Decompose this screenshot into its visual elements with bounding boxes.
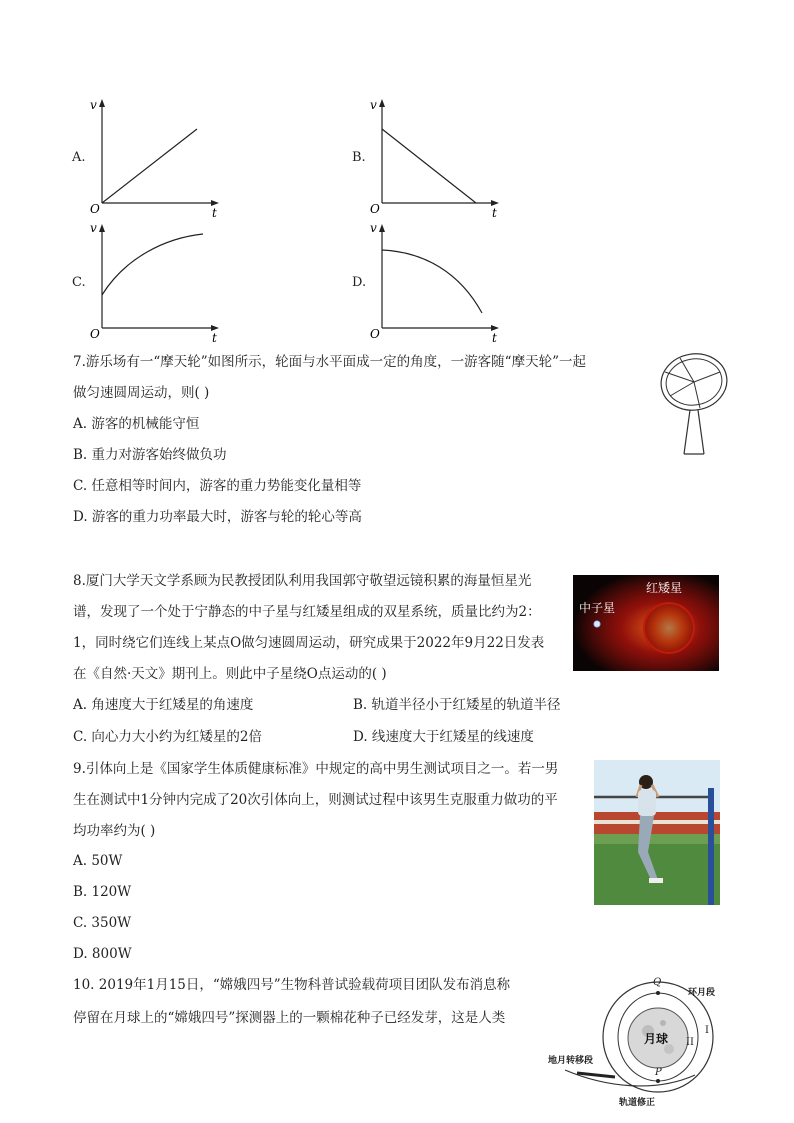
q8-option-b: B. 轨道半径小于红矮星的轨道半径 <box>353 697 561 713</box>
q8-option-c: C. 向心力大小约为红矮星的2倍 <box>73 729 263 745</box>
graph-d-axis-v: v <box>370 221 377 235</box>
graph-option-c-label: C. <box>72 275 86 290</box>
pull-up-photo <box>594 760 720 905</box>
neutron-star-label: 中子星 <box>579 601 616 615</box>
orbit-1-label: I <box>705 1025 709 1036</box>
q9-option-b: B. 120W <box>73 884 132 900</box>
graph-option-d-label: D. <box>352 275 367 290</box>
q9-stem-line1: 9.引体向上是《国家学生体质健康标准》中规定的高中男生测试项目之一。若一男 <box>73 761 559 777</box>
graph-c-curve <box>102 234 203 295</box>
graph-a-axis-t: t <box>212 206 217 220</box>
graph-d-y-arrow <box>379 224 385 232</box>
graph-option-b <box>350 95 510 220</box>
graph-d-origin: O <box>370 327 380 341</box>
q7-option-b: B. 重力对游客始终做负功 <box>73 447 227 463</box>
point-q-label: Q <box>653 977 662 988</box>
graph-c-axis-v: v <box>90 221 97 235</box>
q9-option-d: D. 800W <box>73 946 132 962</box>
moon-label: 月球 <box>644 1032 669 1046</box>
q8-stem-line2: 谱，发现了一个处于宁静态的中子星与红矮星组成的双星系统，质量比约为2： <box>73 604 541 620</box>
q8-option-d: D. 线速度大于红矮星的线速度 <box>353 729 534 745</box>
red-dwarf-label: 红矮星 <box>646 581 683 595</box>
graph-a-axis-v: v <box>90 98 97 112</box>
graph-d-axis-t: t <box>492 331 497 345</box>
graph-a-origin: O <box>90 202 100 216</box>
orbit-2-label: II <box>686 1037 694 1048</box>
graph-option-a <box>70 95 230 220</box>
pull-up-svg <box>594 760 720 905</box>
q8-stem-line4: 在《自然·天文》期刊上。则此中子星绕O点运动的( ) <box>73 666 387 682</box>
graph-b-y-arrow <box>379 99 385 107</box>
graph-a-y-arrow <box>99 99 105 107</box>
graph-a-curve <box>102 129 197 203</box>
graph-option-b-label: B. <box>352 150 366 165</box>
graph-option-d <box>350 218 510 343</box>
graph-d-svg <box>350 218 510 343</box>
q8-stem-line1: 8.厦门大学天文学系顾为民教授团队利用我国郭守敬望远镜积累的海量恒星光 <box>73 573 532 589</box>
graph-option-c <box>70 218 230 343</box>
q8-option-a: A. 角速度大于红矮星的角速度 <box>73 697 254 713</box>
lunar-orbit-figure <box>545 975 740 1115</box>
q10-stem-line1: 10. 2019年1月15日，“嫦娥四号”生物科普试验载荷项目团队发布消息称 <box>73 977 511 993</box>
transfer-label: 地月转移段 <box>548 1056 594 1066</box>
graph-option-a-label: A. <box>72 150 86 165</box>
binary-star-image <box>573 575 719 671</box>
q9-option-c: C. 350W <box>73 915 132 931</box>
graph-b-svg <box>350 95 510 220</box>
ferris-wheel-figure <box>650 350 740 460</box>
q7-stem-line2: 做匀速圆周运动，则( ) <box>73 385 210 401</box>
q7-option-c: C. 任意相等时间内，游客的重力势能变化量相等 <box>73 478 362 494</box>
graph-d-curve <box>382 250 482 313</box>
graph-c-svg <box>70 218 230 343</box>
graph-c-origin: O <box>90 327 100 341</box>
graph-b-origin: O <box>370 202 380 216</box>
graph-c-y-arrow <box>99 224 105 232</box>
q9-stem-line3: 均功率约为( ) <box>73 823 156 839</box>
point-p-label: P <box>655 1067 662 1078</box>
q7-stem-line1: 7.游乐场有一“摩天轮”如图所示，轮面与水平面成一定的角度，一游客随“摩天轮”一起 <box>73 354 586 370</box>
q10-stem-line2: 停留在月球上的“嫦娥四号”探测器上的一颗棉花种子已经发芽，这是人类 <box>73 1010 506 1026</box>
ring-orbit-label: 环月段 <box>688 988 716 998</box>
graph-b-axis-t: t <box>492 206 497 220</box>
q8-stem-line3: 1，同时绕它们连线上某点O做匀速圆周运动，研究成果于2022年9月22日发表 <box>73 635 545 651</box>
graph-a-svg <box>70 95 230 220</box>
q9-option-a: A. 50W <box>73 853 123 869</box>
neutron-star-dot <box>594 621 600 627</box>
graph-b-curve <box>382 129 476 203</box>
q9-stem-line2: 生在测试中1分钟内完成了20次引体向上，则测试过程中该男生克服重力做功的平 <box>73 792 558 808</box>
q7-option-a: A. 游客的机械能守恒 <box>73 416 200 432</box>
graph-c-axis-t: t <box>212 331 217 345</box>
correction-label: 轨道修正 <box>619 1098 656 1108</box>
q7-option-d: D. 游客的重力功率最大时，游客与轮的轮心等高 <box>73 509 362 525</box>
graph-b-axis-v: v <box>370 98 377 112</box>
